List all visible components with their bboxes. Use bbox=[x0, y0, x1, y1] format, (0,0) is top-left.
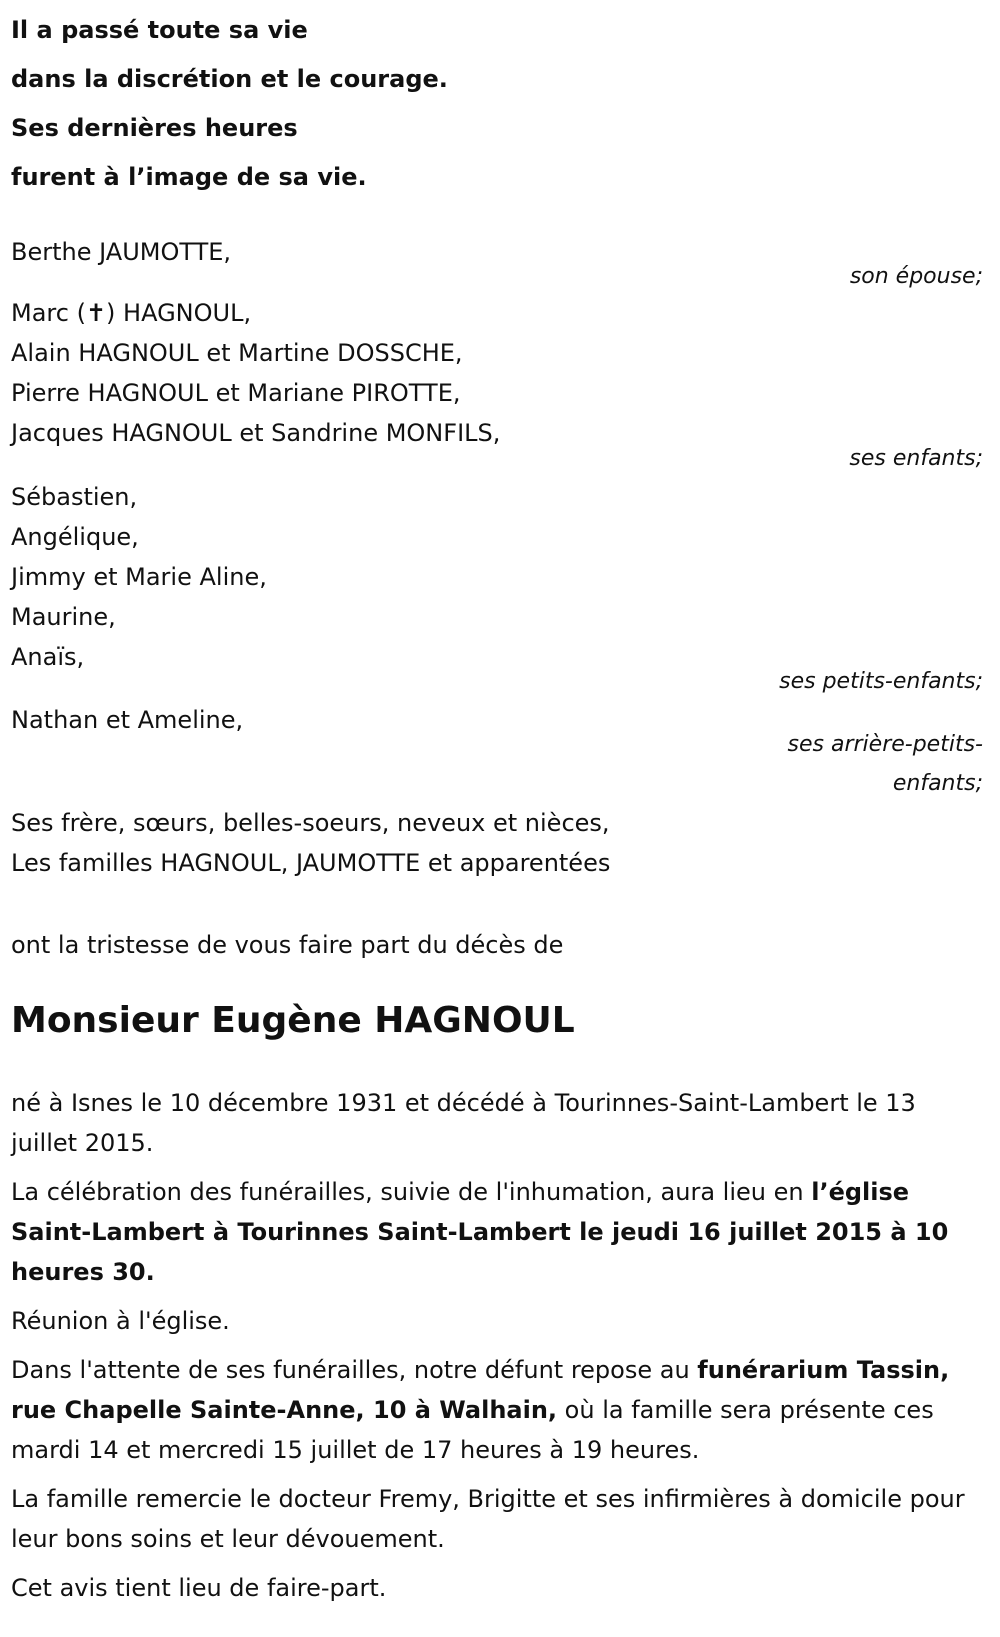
spouse-name: Berthe JAUMOTTE, bbox=[11, 238, 232, 266]
poem bbox=[11, 6, 448, 202]
closing-paragraph: Cet avis tient lieu de faire-part. bbox=[11, 1574, 387, 1602]
birth-death-paragraph: né à Isnes le 10 décembre 1931 et décédé à Tourinnes-Saint-Lambert le 13 juillet 2015. bbox=[11, 1089, 916, 1157]
obituary-notice bbox=[11, 0, 989, 1637]
thanks-paragraph: La famille remercie le docteur Fremy, Brigitte et ses infirmières à domicile pour leur bons soins et leur dévouement. bbox=[11, 1485, 965, 1553]
other-relatives-line: Les familles HAGNOUL, JAUMOTTE et apparentées bbox=[11, 849, 611, 877]
child-name: Jacques HAGNOUL et Sandrine MONFILS, bbox=[11, 419, 501, 447]
rest-place: funérarium Tassin, rue Chapelle Sainte-Anne, 10 à Walhain, bbox=[11, 1356, 950, 1424]
grandchild-name: Jimmy et Marie Aline, bbox=[11, 563, 267, 591]
funeral-intro: La célébration des funérailles, suivie de l'inhumation, aura lieu en bbox=[11, 1178, 812, 1206]
rest-intro: Dans l'attente de ses funérailles, notre défunt repose au bbox=[11, 1356, 698, 1384]
child-name: Pierre HAGNOUL et Mariane PIROTTE, bbox=[11, 379, 461, 407]
great-grandchild-name: Nathan et Ameline, bbox=[11, 706, 244, 734]
poem-line: furent à l’image de sa vie. bbox=[11, 163, 367, 191]
reunion-paragraph: Réunion à l'église. bbox=[11, 1307, 230, 1335]
funeral-paragraph bbox=[11, 1172, 986, 1292]
child-name: Marc (✝) HAGNOUL, bbox=[11, 299, 252, 327]
poem-line: dans la discrétion et le courage. bbox=[11, 65, 448, 93]
grandchild-name: Anaïs, bbox=[11, 643, 85, 671]
other-relatives-line: Ses frère, sœurs, belles-soeurs, neveux et nièces, bbox=[11, 809, 610, 837]
children-block bbox=[11, 293, 989, 453]
other-relatives-block bbox=[11, 803, 989, 883]
rest-paragraph bbox=[11, 1350, 986, 1470]
grandchild-name: Maurine, bbox=[11, 603, 116, 631]
grandchildren-relation: ses petits-enfants; bbox=[779, 669, 983, 694]
spouse-block bbox=[11, 232, 989, 272]
poem-line: Ses dernières heures bbox=[11, 114, 298, 142]
grandchild-name: Angélique, bbox=[11, 523, 139, 551]
grandchild-name: Sébastien, bbox=[11, 483, 138, 511]
great-grandchildren-relation bbox=[788, 725, 983, 803]
rest-outro: où la famille sera présente ces mardi 14 et mercredi 15 juillet de 17 heures à 19 heures. bbox=[11, 1396, 934, 1464]
grandchildren-block bbox=[11, 477, 989, 677]
announcement: ont la tristesse de vous faire part du décès de bbox=[11, 931, 564, 959]
funeral-place-time: l’église Saint-Lambert à Tourinnes Saint-Lambert le jeudi 16 juillet 2015 à 10 heures 30. bbox=[11, 1178, 949, 1286]
details bbox=[11, 1083, 986, 1617]
deceased-name: Monsieur Eugène HAGNOUL bbox=[11, 1000, 575, 1041]
child-name: Alain HAGNOUL et Martine DOSSCHE, bbox=[11, 339, 463, 367]
great-grandchildren-relation-line: enfants; bbox=[892, 771, 983, 796]
children-relation: ses enfants; bbox=[849, 446, 983, 471]
spouse-relation: son épouse; bbox=[849, 264, 983, 289]
poem-line: Il a passé toute sa vie bbox=[11, 16, 308, 44]
great-grandchildren-relation-line: ses arrière-petits- bbox=[787, 732, 983, 757]
